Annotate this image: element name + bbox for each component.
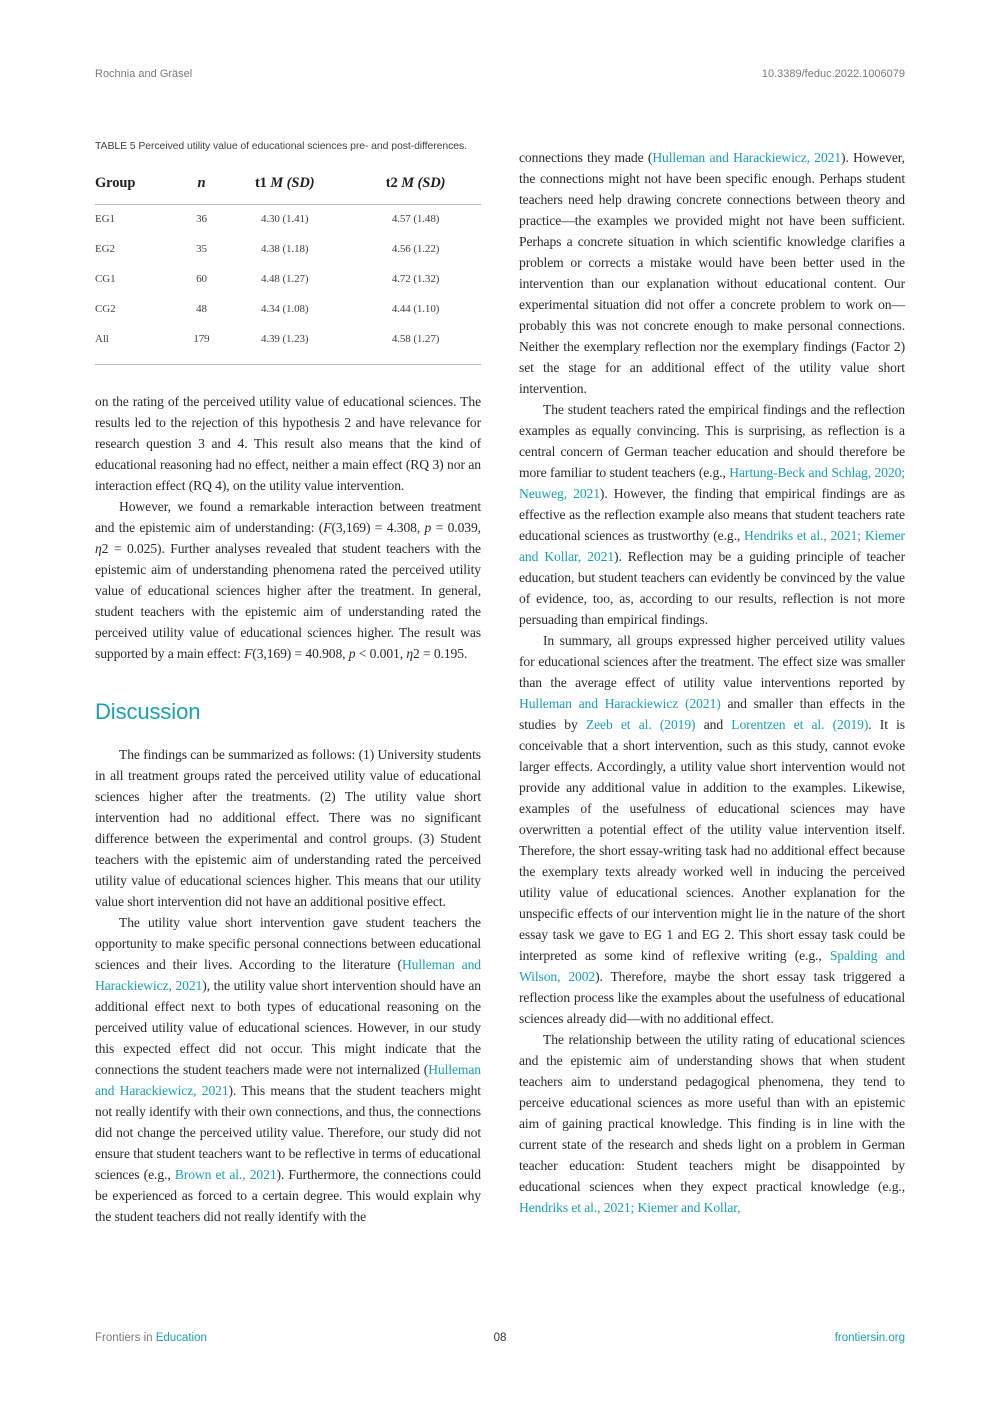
- paragraph: [519, 399, 905, 630]
- text-run: ). However, the finding that empirical findings are as effective as the reflection example also means that student teachers rate educational sciences as trustworthy (e.g.,: [519, 486, 905, 543]
- column-header: [350, 173, 481, 205]
- text-run: and smaller than effects in the studies by: [519, 696, 905, 732]
- text-run: (3,169) = 40.908,: [252, 646, 349, 661]
- citation-link[interactable]: Hendriks et al., 2021; Kiemer and Kollar,: [519, 1200, 741, 1215]
- table-cell: 48: [196, 303, 207, 315]
- table-cell: All: [95, 333, 109, 345]
- paragraph: [519, 147, 905, 399]
- text-run: = 0.039,: [431, 520, 481, 535]
- running-header-authors: Rochnia and Gräsel: [95, 68, 193, 80]
- table-cell: 36: [196, 213, 207, 225]
- text-run: on the rating of the perceived utility value of educational sciences. The results led to the rejection of this hypothesis 2 and have relevance for research question 3 and 4. This result also means that the kind of educational reasoning had no effect, neither a main effect (RQ 3) nor an interaction effect (RQ 4), on the utility value intervention.: [95, 394, 481, 493]
- paragraph: [95, 744, 481, 912]
- math-symbol: p: [348, 646, 356, 661]
- math-symbol: p: [424, 520, 432, 535]
- text-run: In summary, all groups expressed higher perceived utility values for educational sciences after the treatment. The effect size was smaller than the average effect of utility value interventions reported by: [519, 633, 905, 690]
- math-symbol: η: [95, 541, 102, 556]
- table-body: [95, 205, 481, 365]
- citation-link[interactable]: Hartung-Beck and Schlag, 2020; Neuweg, 2021: [519, 465, 905, 501]
- table-cell: CG2: [95, 303, 116, 315]
- table-row: [95, 235, 481, 265]
- table-cell: EG1: [95, 213, 115, 225]
- table-cell: 4.30 (1.41): [260, 213, 309, 225]
- table-cell: 4.44 (1.10): [391, 303, 440, 315]
- table-header-row: [95, 173, 481, 205]
- footer-journal-prefix: Frontiers in: [95, 1332, 156, 1344]
- citation-link[interactable]: Zeeb et al. (2019): [585, 717, 696, 732]
- table-cell: 35: [196, 243, 207, 255]
- footer-site-link[interactable]: frontiersin.org: [834, 1332, 905, 1344]
- column-header-label: t1: [254, 175, 271, 191]
- citation-link[interactable]: Spalding and Wilson, 2002: [519, 948, 905, 984]
- text-run: ). Therefore, maybe the short essay task triggered a reflection process like the examples about the usefulness of educational sciences already did—with no additional effect.: [519, 969, 905, 1026]
- paragraph: [95, 391, 481, 496]
- table-row: [95, 295, 481, 325]
- text-run: (3,169) = 4.308,: [331, 520, 425, 535]
- running-header-doi: 10.3389/feduc.2022.1006079: [761, 68, 905, 80]
- text-run: ). Furthermore, the connections could be experienced as forced to a certain degree. This would explain why the student teachers did not really identify with the: [95, 1167, 481, 1224]
- math-symbol: F: [323, 520, 332, 535]
- citation-link[interactable]: Hulleman and Harackiewicz, 2021: [95, 957, 481, 993]
- text-run: 2 = 0.025). Further analyses revealed that student teachers with the epistemic aim of understanding phenomena rated the perceived utility value of educational sciences higher after the treatment. In general, student teachers with the epistemic aim of understanding rated the perceived utility value of educational sciences higher. The result was supported by a main effect:: [95, 541, 481, 661]
- citation-link[interactable]: Hendriks et al., 2021; Kiemer and Kollar, 2021: [519, 528, 905, 564]
- footer-journal-name[interactable]: Education: [155, 1332, 207, 1344]
- column-header-label: Group: [95, 175, 136, 191]
- left-column: [95, 140, 481, 1227]
- paragraph: [95, 496, 481, 664]
- text-run: ). However, the connections might not have been specific enough. Perhaps student teachers need help drawing concrete connections between theory and practice—the examples we provided might not have been sufficient. Perhaps a concrete situation in which scientific knowledge clarifies a problem or corrects a mistake would have been better used in the intervention than our explanation without educational content. Our experimental situation did not offer a concrete problem to work on—probably this was not concrete enough to make personal connections. Neither the exemplary reflection nor the exemplary findings (Factor 2) set the stage for an additional effect of the utility value short intervention.: [519, 150, 905, 396]
- table-5: [95, 140, 481, 365]
- text-run: The relationship between the utility rating of educational sciences and the epistemic aim of understanding shows that when student teachers aim to understand pedagogical phenomena, they tend to perceive educational sciences as more useful than with an epistemic aim of gaining practical knowledge. This finding is in line with the current state of the research and sheds light on a problem in German teacher education: Student teachers might be disappointed by educational sciences when they expect practical knowledge (e.g.,: [519, 1032, 905, 1194]
- table-row: [95, 325, 481, 365]
- column-header-label: t2: [385, 175, 402, 191]
- table-cell: 4.72 (1.32): [391, 273, 440, 285]
- text-run: connections they made (: [519, 150, 653, 165]
- paragraph: [95, 912, 481, 1227]
- page-number: 08: [493, 1332, 507, 1344]
- text-run: The student teachers rated the empirical findings and the reflection examples as equally convincing. This is surprising, as reflection is a central concern of German teacher education and should therefore be more familiar to student teachers (e.g.,: [519, 402, 905, 480]
- text-run: . It is conceivable that a short intervention, such as this study, cannot evoke larger effects. Accordingly, a utility value short intervention would not provide any additional value in addition to the examples. Likewise, examples of the usefulness of educational sciences may have overwritten a potential effect of the utility value intervention itself. Therefore, the short essay-writing task had no additional effect because the exemplary texts already worked well in inducing the perceived utility value of educational sciences. Another explanation for the unspecific effects of our intervention might lie in the nature of the short essay task we gave to EG 1 and EG 2. This short essay task could be interpreted as some kind of reflexive writing (e.g.,: [519, 717, 905, 963]
- column-header-stat: M (SD): [270, 175, 315, 191]
- table-cell: 4.39 (1.23): [260, 333, 309, 345]
- column-header: [95, 173, 184, 205]
- right-column: [519, 147, 905, 1218]
- column-header: [184, 173, 220, 205]
- paragraph: [519, 630, 905, 1029]
- citation-link[interactable]: Lorentzen et al. (2019): [731, 717, 869, 732]
- column-header-stat: M (SD): [401, 175, 446, 191]
- paragraph: [519, 1029, 905, 1218]
- table-cell: 4.48 (1.27): [260, 273, 309, 285]
- math-symbol: F: [244, 646, 253, 661]
- data-table: [95, 173, 481, 365]
- table-row: [95, 205, 481, 236]
- math-symbol: η: [406, 646, 413, 661]
- table-cell: 4.58 (1.27): [391, 333, 440, 345]
- citation-link[interactable]: Hulleman and Harackiewicz (2021): [519, 696, 721, 711]
- citation-link[interactable]: Hulleman and Harackiewicz, 2021: [95, 1062, 481, 1098]
- table-cell: 4.38 (1.18): [260, 243, 309, 255]
- column-header: [219, 173, 350, 205]
- text-run: < 0.001,: [355, 646, 407, 661]
- table-row: [95, 265, 481, 295]
- text-run: ). Reflection may be a guiding principle of teacher education, but student teachers can evidently be convinced by the value of evidence, too, as, according to our results, reflection is not more persuading than empirical findings.: [519, 549, 906, 627]
- text-run: 2 = 0.195.: [413, 646, 468, 661]
- citation-link[interactable]: Brown et al., 2021: [174, 1167, 277, 1182]
- table-cell: 4.57 (1.48): [391, 213, 440, 225]
- citation-link[interactable]: Hulleman and Harackiewicz, 2021: [652, 150, 842, 165]
- table-cell: EG2: [95, 243, 115, 255]
- table-cell: 4.56 (1.22): [391, 243, 440, 255]
- table-cell: 179: [193, 333, 210, 345]
- text-run: ). This means that the student teachers might not really identify with their own connections, and thus, the connections did not change the perceived utility value. Therefore, our study did not ensure that student teachers want to be reflective in terms of educational sciences (e.g.,: [95, 1083, 481, 1182]
- text-run: However, we found a remarkable interaction between treatment and the epistemic aim of understanding: (: [95, 499, 481, 535]
- text-run: The findings can be summarized as follows: (1) University students in all treatment groups rated the perceived utility value of educational sciences higher after the treatments. (2) The utility value short intervention had no additional effect. There was no significant difference between the experimental and control groups. (3) Student teachers with the epistemic aim of understanding rated the perceived utility value of educational sciences higher. This means that our utility value short intervention did not have an additional positive effect.: [95, 747, 481, 909]
- column-header-stat: n: [197, 175, 206, 191]
- table-caption: TABLE 5 Perceived utility value of educational sciences pre- and post-differences.: [95, 140, 467, 152]
- table-cell: 60: [196, 273, 207, 285]
- text-run: ), the utility value short intervention should have an additional effect next to both types of educational reasoning on the perceived utility value of educational sciences. However, in our study this expected effect did not occur. This might indicate that the connections the student teachers made were not internalized (: [95, 978, 481, 1077]
- table-cell: CG1: [95, 273, 116, 285]
- text-run: and: [695, 717, 732, 732]
- section-heading-discussion: Discussion: [95, 699, 201, 724]
- table-cell: 4.34 (1.08): [260, 303, 309, 315]
- text-run: The utility value short intervention gave student teachers the opportunity to make specific personal connections between educational sciences and their lives. According to the literature (: [95, 915, 481, 972]
